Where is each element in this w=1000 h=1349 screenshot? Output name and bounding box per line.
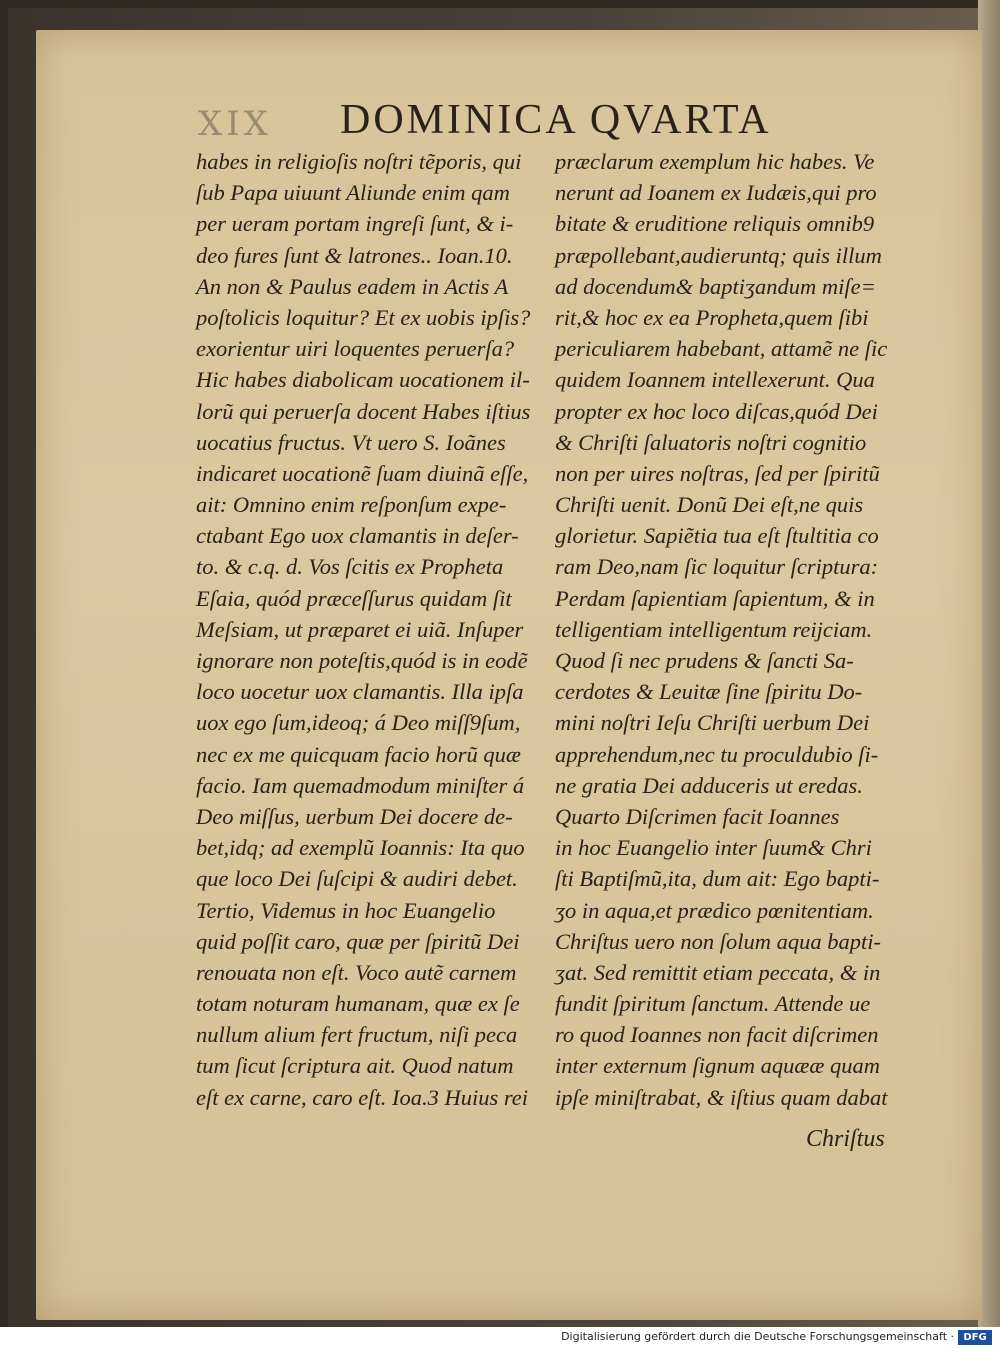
text-line: ram Deo,nam ſic loquitur ſcriptura: (555, 554, 879, 580)
text-line: bitate & eruditione reliquis omnib9 (555, 211, 875, 237)
text-line: præclarum exemplum hic habes. Ve (555, 149, 875, 174)
text-line: Quarto Diſcrimen facit Ioannes (555, 803, 840, 829)
text-line: non per uires noſtras, ſed per ſpiritũ (555, 460, 880, 486)
text-line: que loco Dei ſuſcipi & audiri debet. (196, 866, 518, 892)
text-line: nerunt ad Ioanem ex Iudæis,qui pro (555, 180, 877, 206)
text-line: exorientur uiri loquentes peruerſa? (196, 336, 515, 362)
text-line: indicaret uocationẽ ſuam diuinã eſſe, (196, 460, 529, 486)
text-line: facio. Iam quemadmodum miniſter á (196, 772, 525, 798)
text-line: Meſsiam, ut præparet ei uiã. Inſuper (196, 616, 524, 642)
text-line: tum ſicut ſcriptura ait. Quod natum (196, 1053, 514, 1079)
text-line: totam noturam humanam, quæ ex ſe (196, 991, 520, 1017)
text-line: nullum alium fert fructum, niſi peca (196, 1022, 518, 1048)
dfg-logo: DFG (958, 1330, 992, 1345)
text-line: ignorare non poteſtis,quód is in eodẽ (196, 648, 528, 673)
text-line: ctabant Ego uox clamantis in deſer- (196, 523, 519, 549)
text-line: Chriſtus uero non ſolum aqua bapti- (555, 928, 882, 954)
text-line: Perdam ſapientiam ſapientum, & in (555, 585, 875, 611)
right-text-column (555, 146, 900, 1113)
text-line: & Chriſti ſaluatoris noſtri cognitio (555, 429, 867, 455)
text-line: ʒo in aqua,et prædico pœnitentiam. (555, 897, 874, 923)
text-line: apprehendum,nec tu proculdubio ſi- (555, 741, 879, 767)
text-line: ʒat. Sed remittit etiam peccata, & in (555, 959, 881, 985)
signature-mark: XIX (198, 104, 272, 144)
footer-bar (0, 1327, 1000, 1349)
text-line: lorũ qui peruerſa docent Habes iſtius (196, 398, 531, 424)
text-line: præpollebant,audieruntq; quis illum (555, 242, 882, 268)
text-line: ad docendum& baptiʒandum miſe= (555, 273, 876, 299)
text-line: loco uocetur uox clamantis. Illa ipſa (196, 679, 524, 705)
text-line: An non & Paulus eadem in Actis A (196, 273, 509, 299)
text-line: ait: Omnino enim reſponſum expe- (196, 492, 507, 518)
text-line: Deo miſſus, uerbum Dei docere de- (196, 803, 513, 829)
text-line: telligentiam intelligentum reijciam. (555, 616, 873, 642)
running-head: DOMINICA QVARTA (340, 97, 772, 143)
text-line: deo fures ſunt & latrones.. Ioan.10. (196, 242, 513, 268)
text-line: ne gratia Dei adduceris ut eredas. (555, 772, 863, 798)
text-line: poſtolicis loquitur? Et ex uobis ipſis? (196, 304, 531, 330)
text-line: quid poſſit caro, quæ per ſpiritũ Dei (196, 928, 520, 954)
text-line: bet,idq; ad exemplũ Ioannis: Ita quo (196, 835, 525, 861)
text-line: Hic habes diabolicam uocationem il- (196, 367, 530, 393)
text-line: mini noſtri Ieſu Chriſti uerbum Dei (555, 710, 870, 736)
text-line: uox ego ſum,ideoq; á Deo miſſ9ſum, (196, 710, 521, 736)
left-text-column (196, 146, 546, 1113)
text-line: to. & c.q. d. Vos ſcitis ex Propheta (196, 554, 504, 580)
text-line: Tertio, Videmus in hoc Euangelio (196, 897, 496, 923)
text-line: quidem Ioannem intellexerunt. Qua (555, 367, 875, 393)
text-line: inter externum ſignum aquææ quam (555, 1053, 880, 1079)
text-line: nec ex me quicquam facio horũ quæ (196, 741, 521, 767)
text-line: ipſe miniſtrabat, & iſtius quam dabat (555, 1084, 888, 1110)
text-line: per ueram portam ingreſi ſunt, & i- (196, 211, 514, 237)
text-line: eſt ex carne, caro eſt. Ioa.3 Huius rei (196, 1084, 528, 1110)
text-line: habes in religioſis noſtri tẽporis, qui (196, 149, 522, 174)
text-line: Quod ſi nec prudens & ſancti Sa- (555, 648, 854, 673)
text-line: in hoc Euangelio inter ſuum& Chri (555, 835, 872, 861)
catchword: Chriſtus (806, 1126, 885, 1152)
text-line: uocatius fructus. Vt uero S. Ioãnes (196, 429, 506, 455)
footer-credit: Digitalisierung gefördert durch die Deutsche Forschungsgemeinschaft · (561, 1330, 954, 1343)
text-line: renouata non eſt. Voco autẽ carnem (196, 959, 517, 985)
text-line: ſti Baptiſmũ,ita, dum ait: Ego bapti- (555, 866, 880, 892)
text-line: Eſaia, quód præceſſurus quidam ſit (196, 585, 512, 611)
text-line: propter ex hoc loco diſcas,quód Dei (555, 398, 878, 424)
text-line: fundit ſpiritum ſanctum. Attende ue (555, 991, 871, 1017)
text-line: glorietur. Sapiẽtia tua eſt ſtultitia co (555, 523, 879, 549)
text-line: ſub Papa uiuunt Aliunde enim qam (196, 180, 510, 206)
text-line: Chriſti uenit. Donũ Dei eſt,ne quis (555, 492, 864, 518)
text-line: rit,& hoc ex ea Propheta,quem ſibi (555, 304, 869, 330)
text-line: cerdotes & Leuitæ ſine ſpiritu Do- (555, 679, 863, 705)
text-line: ro quod Ioannes non facit diſcrimen (555, 1022, 879, 1048)
text-line: periculiarem habebant, attamẽ ne ſic (555, 336, 888, 362)
